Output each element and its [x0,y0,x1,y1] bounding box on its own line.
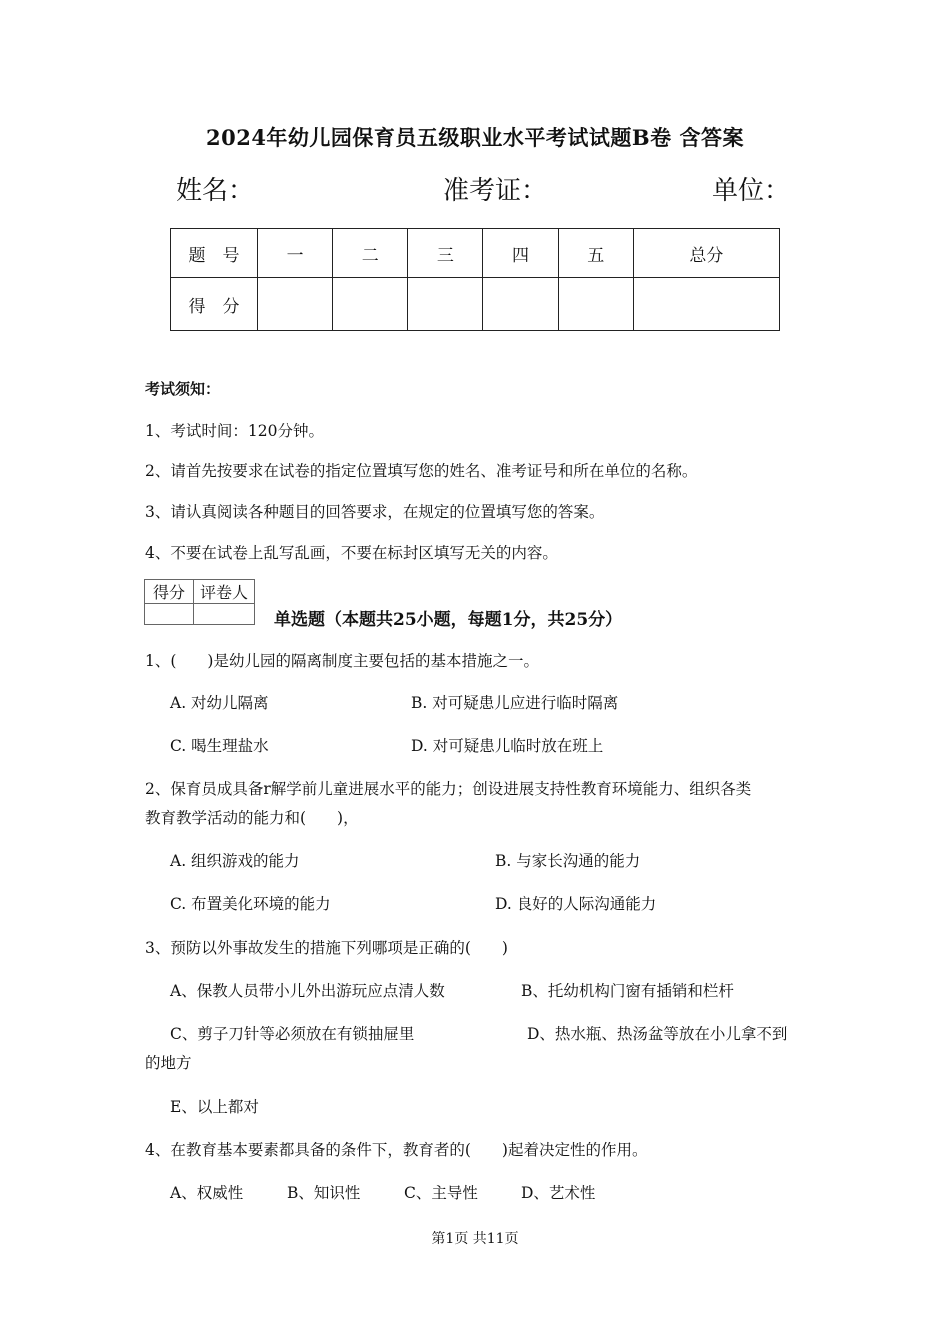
score-table-score-row [171,278,780,331]
score-row-label: 得 分 [171,278,258,331]
score-header-cell: 三 [408,229,483,278]
grader-reviewer-cell[interactable] [194,604,255,625]
score-header-cell: 二 [333,229,408,278]
score-header-cell: 四 [483,229,558,278]
grader-score-cell[interactable] [145,604,194,625]
question-stem: 1、( )是幼儿园的隔离制度主要包括的基本措施之一。 [145,652,539,670]
score-cell[interactable] [258,278,333,331]
option[interactable]: B、知识性 [287,1184,361,1202]
option[interactable]: D. 良好的人际沟通能力 [495,895,657,913]
exam-id-field-label: 准考证： [443,176,548,206]
question-stem: 3、预防以外事故发生的措施下列哪项是正确的( ) [145,939,508,957]
score-cell[interactable] [333,278,408,331]
question-stem: 4、在教育基本要素都具备的条件下，教育者的( )起着决定性的作用。 [145,1141,648,1159]
grader-score-label: 得分 [145,580,194,604]
grader-reviewer-label: 评卷人 [194,580,255,604]
unit-field-label: 单位： [712,176,791,206]
option[interactable]: E、以上都对 [170,1098,259,1116]
option[interactable]: C. 喝生理盐水 [170,737,269,755]
score-header-cell: 一 [258,229,333,278]
option[interactable]: D. 对可疑患儿临时放在班上 [411,737,604,755]
score-cell[interactable] [558,278,633,331]
option[interactable]: C. 布置美化环境的能力 [170,895,331,913]
option[interactable]: C、剪子刀针等必须放在有锁抽屉里 [170,1025,415,1043]
notice-item: 1、考试时间：120分钟。 [145,422,324,440]
option[interactable]: B. 对可疑患儿应进行临时隔离 [411,694,619,712]
question-stem: 教育教学活动的能力和( )， [145,809,359,827]
question-stem: 2、保育员成具备r解学前儿童进展水平的能力；创设进展支持性教育环境能力、组织各类 [145,780,752,798]
name-field-label: 姓名： [176,176,255,206]
option[interactable]: D、艺术性 [521,1184,596,1202]
notice-item: 4、不要在试卷上乱写乱画，不要在标封区填写无关的内容。 [145,544,558,562]
score-cell[interactable] [633,278,779,331]
score-cell[interactable] [483,278,558,331]
option[interactable]: B、托幼机构门窗有插销和栏杆 [521,982,734,1000]
option[interactable]: D、热水瓶、热汤盆等放在小儿拿不到 [527,1025,788,1043]
section-title: 单选题（本题共25小题，每题1分，共25分） [274,610,623,630]
option[interactable]: A、权威性 [170,1184,244,1202]
option[interactable]: B. 与家长沟通的能力 [495,852,641,870]
score-cell[interactable] [408,278,483,331]
notice-item: 3、请认真阅读各种题目的回答要求，在规定的位置填写您的答案。 [145,503,605,521]
notice-item: 2、请首先按要求在试卷的指定位置填写您的姓名、准考证号和所在单位的名称。 [145,462,698,480]
page-title: 2024年幼儿园保育员五级职业水平考试试题B卷 含答案 [205,125,744,150]
option[interactable]: C、主导性 [404,1184,478,1202]
option-continued: 的地方 [145,1054,192,1072]
score-header-cell: 题 号 [171,229,258,278]
option[interactable]: A. 组织游戏的能力 [170,852,300,870]
option[interactable]: A. 对幼儿隔离 [170,694,269,712]
score-header-cell: 总分 [633,229,779,278]
score-header-cell: 五 [558,229,633,278]
notice-title: 考试须知： [145,380,221,398]
score-table [170,228,780,331]
option[interactable]: A、保教人员带小儿外出游玩应点清人数 [170,982,445,1000]
grader-box [144,579,255,625]
page-footer: 第1页 共11页 [431,1231,519,1247]
score-table-header-row [171,229,780,278]
